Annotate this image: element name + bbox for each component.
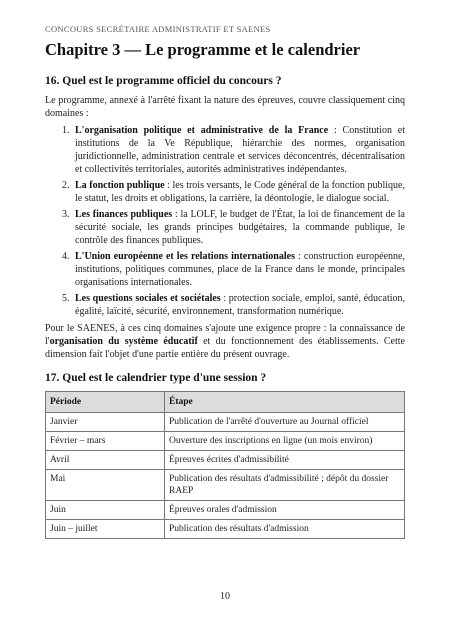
domain-item [72, 124, 405, 176]
question-17-heading: 17. Quel est le calendrier type d'une session ? [45, 372, 267, 384]
question-16-intro: Le programme, annexé à l'arrêté fixant la nature des épreuves, couvre classiquement cinq domaines : [45, 95, 405, 119]
domain-item [72, 208, 405, 247]
cell-step: Publication de l'arrêté d'ouverture au Journal officiel [165, 413, 405, 432]
domain-item-text: : construction européenne, institutions, politiques communes, place de la France dans le monde, principales organisations internationales. [75, 251, 405, 288]
table-row [46, 520, 405, 539]
domain-item-title: Les finances publiques [75, 209, 173, 220]
chapter-title: Chapitre 3 — Le programme et le calendrier [45, 40, 361, 59]
domain-list [45, 124, 405, 318]
domain-item-title: L'organisation politique et administrative de la France [75, 125, 329, 136]
saenes-emphasis: organisation du système éducatif [49, 336, 198, 347]
running-header: CONCOURS SECRÉTAIRE ADMINISTRATIF ET SAENES [45, 24, 271, 34]
domain-item-title: La fonction publique [75, 180, 165, 191]
cell-step: Publication des résultats d'admissibilité ; dépôt du dossier RAEP [165, 470, 405, 501]
domain-item-text: : Constitution et institutions de la Ve République, hiérarchie des normes, organisation juridictionnelle, administration centrale et services déconcentrés, décentralisation et collectivités territoriales, autorités administratives indépendantes. [75, 125, 405, 175]
cell-period: Juin – juillet [46, 520, 165, 539]
saenes-text-end: et du fonctionnement des établissements. Cette dimension fait l'objet d'une partie entière du présent ouvrage. [45, 336, 405, 360]
table-row [46, 451, 405, 470]
domain-item-text: : les trois versants, le Code général de la fonction publique, le statut, les droits et obligations, la carrière, la déontologie, le dialogue social. [75, 180, 405, 204]
table-row [46, 470, 405, 501]
domain-item-text: : la LOLF, le budget de l'État, la loi de financement de la sécurité sociale, les grands principes budgétaires, la commande publique, le contrôle des finances publiques. [75, 209, 405, 246]
cell-period: Juin [46, 501, 165, 520]
table-row [46, 413, 405, 432]
domain-item-title: Les questions sociales et sociétales [75, 293, 221, 304]
saenes-paragraph [45, 322, 405, 361]
cell-step: Épreuves orales d'admission [165, 501, 405, 520]
cell-step: Ouverture des inscriptions en ligne (un mois environ) [165, 432, 405, 451]
calendar-table [45, 391, 405, 539]
table-row [46, 501, 405, 520]
question-16-heading: 16. Quel est le programme officiel du concours ? [45, 75, 282, 87]
saenes-text-start: Pour le SAENES, à ces cinq domaines s'ajoute une exigence propre : la connaissance de l' [45, 323, 405, 347]
cell-period: Mai [46, 470, 165, 501]
domain-item [72, 250, 405, 289]
column-header-step: Étape [165, 392, 405, 413]
cell-step: Publication des résultats d'admission [165, 520, 405, 539]
cell-period: Février – mars [46, 432, 165, 451]
table-row [46, 432, 405, 451]
domain-item-title: L'Union européenne et les relations internationales [75, 251, 295, 262]
column-header-period: Période [46, 392, 165, 413]
domain-item [72, 179, 405, 205]
domain-item-text: : protection sociale, emploi, santé, éducation, égalité, laïcité, sécurité, environnement, transformation numérique. [75, 293, 405, 317]
domain-item [72, 292, 405, 318]
cell-step: Épreuves écrites d'admissibilité [165, 451, 405, 470]
cell-period: Janvier [46, 413, 165, 432]
table-header-row [46, 392, 405, 413]
cell-period: Avril [46, 451, 165, 470]
page-number: 10 [220, 591, 230, 602]
